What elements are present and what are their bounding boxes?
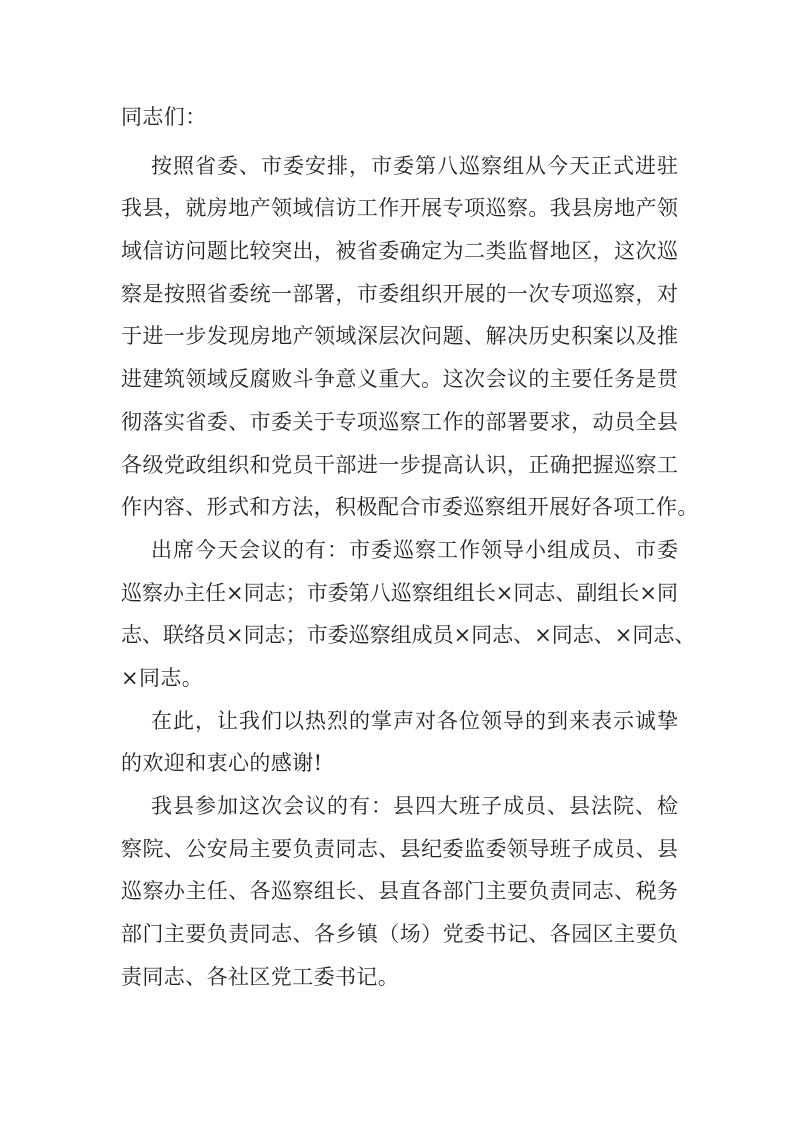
- paragraph: [121, 785, 678, 998]
- paragraph-line: 察院、公安局主要负责同志、县纪委监委领导班子成员、县: [121, 836, 678, 861]
- paragraph-line: 按照省委、市委安排，市委第八巡察组从今天正式进驻: [151, 153, 678, 178]
- paragraph-line: 进建筑领域反腐败斗争意义重大。这次会议的主要任务是贯: [121, 367, 678, 392]
- paragraph-line: 于进一步发现房地产领域深层次问题、解决历史积案以及推: [121, 324, 678, 349]
- paragraph-line: 巡察办主任、各巡察组长、县直各部门主要负责同志、税务: [121, 879, 678, 904]
- paragraph: [121, 529, 696, 700]
- paragraph-line: 各级党政组织和党员干部进一步提高认识，正确把握巡察工: [121, 452, 678, 477]
- paragraph-line: 彻落实省委、市委关于专项巡察工作的部署要求，动员全县: [121, 409, 678, 434]
- paragraph-line: 部门主要负责同志、各乡镇（场）党委书记、各园区主要负: [121, 922, 678, 947]
- paragraph: [121, 145, 699, 529]
- paragraph-line: ×同志。: [121, 665, 204, 690]
- paragraph-line: 作内容、形式和方法，积极配合市委巡察组开展好各项工作。: [121, 495, 699, 520]
- paragraph-line: 域信访问题比较突出，被省委确定为二类监督地区，这次巡: [121, 239, 678, 264]
- document-body: [121, 145, 699, 999]
- paragraph: [121, 700, 678, 785]
- paragraph-line: 的欢迎和衷心的感谢!: [121, 751, 323, 776]
- paragraph-line: 在此，让我们以热烈的掌声对各位领导的到来表示诚挚: [151, 708, 678, 733]
- greeting: 同志们：: [121, 105, 207, 129]
- paragraph-line: 巡察办主任×同志；市委第八巡察组组长×同志、副组长×同: [121, 580, 678, 605]
- paragraph-line: 察是按照省委统一部署，市委组织开展的一次专项巡察，对: [121, 281, 678, 306]
- paragraph-line: 我县，就房地产领域信访工作开展专项巡察。我县房地产领: [121, 196, 678, 221]
- paragraph-line: 志、联络员×同志；市委巡察组成员×同志、×同志、×同志、: [121, 623, 696, 648]
- paragraph-line: 我县参加这次会议的有：县四大班子成员、县法院、检: [151, 794, 678, 818]
- paragraph-line: 责同志、各社区党工委书记。: [121, 964, 400, 989]
- document-page: [121, 102, 699, 998]
- paragraph-line: 出席今天会议的有：市委巡察工作领导小组成员、市委: [151, 537, 678, 562]
